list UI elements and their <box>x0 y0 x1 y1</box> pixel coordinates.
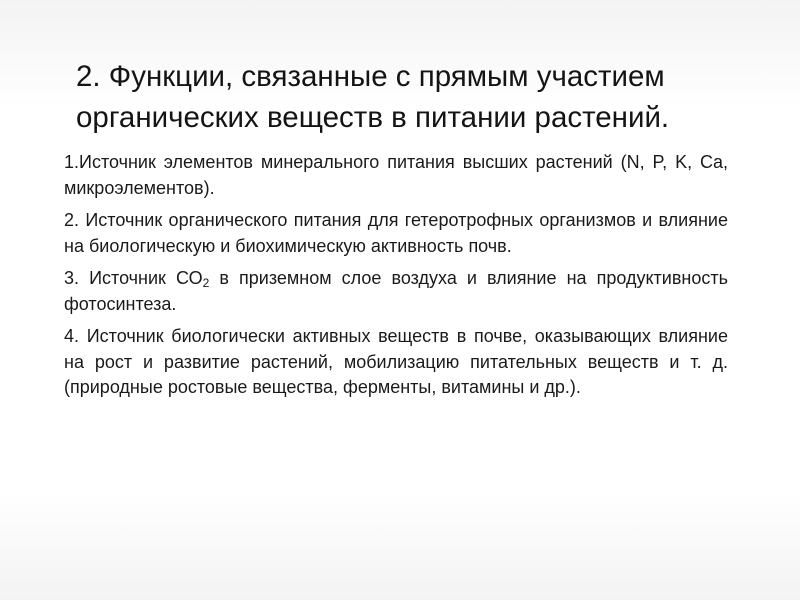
list-item-3-subscript: 2 <box>202 276 210 290</box>
slide-title-line-2: органических веществ в питании растений. <box>76 101 670 134</box>
list-item-3-text-after: в приземном слое воздуха и влияние на продуктивность фотосинтеза. <box>64 268 728 314</box>
list-item-3-text-before: 3. Источник СО <box>64 268 203 288</box>
list-item-2: 2. Источник органического питания для гетеротрофных организмов и влияние на биологическую и биохимическую активность почв. <box>64 210 728 256</box>
slide-title-line-1: 2. Функции, связанные с прямым участием <box>76 60 665 93</box>
slide-title <box>76 56 736 138</box>
list-item-1: 1.Источник элементов минерального питания высших растений (N, P, K, Ca, микроэлементов). <box>64 152 728 198</box>
list-item-3 <box>64 266 728 317</box>
slide-body <box>64 150 728 408</box>
list-item-4: 4. Источник биологически активных веществ в почве, оказывающих влияние на рост и развитие растений, мобилизацию питательных веществ и т. д. (природные ростовые вещества, ферменты, витамины и др.). <box>64 326 728 397</box>
